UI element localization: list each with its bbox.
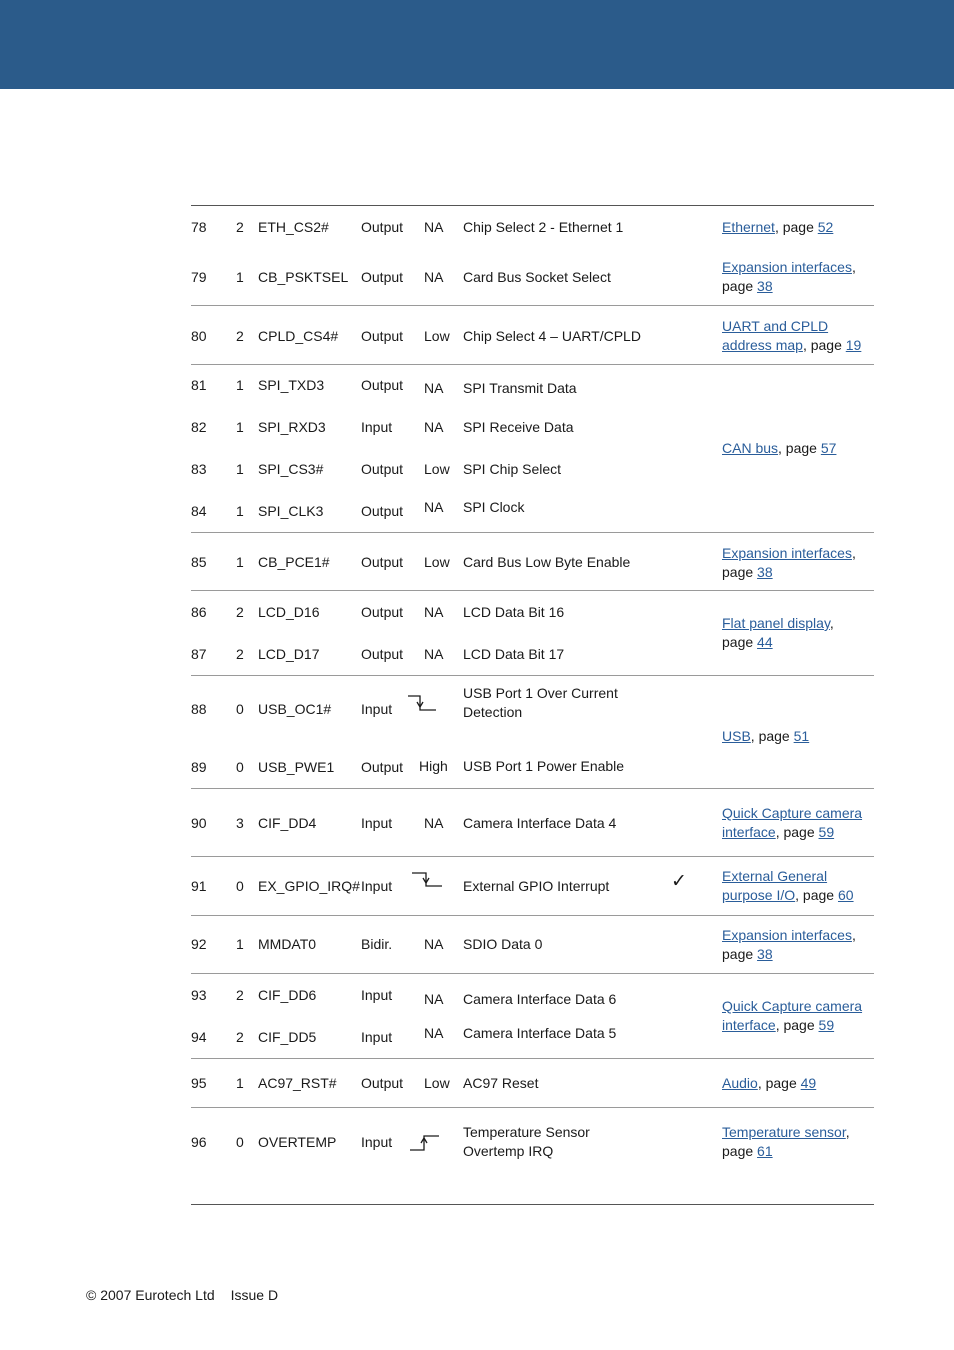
reference-link[interactable]: Audio [722, 1075, 758, 1091]
signal-description: SPI Clock [463, 499, 525, 515]
active-level: NA [424, 936, 444, 952]
signal-direction: Output [361, 461, 404, 477]
reference-link[interactable]: CAN bus [722, 440, 779, 456]
pin-number: 84 [191, 503, 207, 519]
page-link[interactable]: 59 [818, 824, 835, 840]
pin-group: 1 [236, 419, 244, 435]
pin-group: 1 [236, 1075, 244, 1091]
reference-link[interactable]: Expansion interfaces [722, 927, 852, 943]
page-link[interactable]: 19 [845, 337, 862, 353]
signal-name: CIF_DD5 [258, 1029, 317, 1045]
page-link[interactable]: 60 [837, 887, 854, 903]
page-link[interactable]: 59 [818, 1017, 835, 1033]
pin-group: 2 [236, 1029, 244, 1045]
signal-name: SPI_RXD3 [258, 419, 326, 435]
pin-number: 85 [191, 554, 207, 570]
signal-name: AC97_RST# [258, 1075, 337, 1091]
pin-group: 1 [236, 269, 244, 285]
signal-name: USB_PWE1 [258, 759, 335, 775]
pin-group: 0 [236, 759, 244, 775]
signal-direction: Output [361, 219, 404, 235]
table-group [191, 916, 874, 974]
signal-description: Temperature Sensor Overtemp IRQ [463, 1124, 590, 1159]
signal-description: LCD Data Bit 16 [463, 604, 565, 620]
signal-direction: Output [361, 1075, 404, 1091]
signal-description: USB Port 1 Over Current Detection [463, 685, 618, 720]
falling-edge-icon [407, 692, 439, 714]
signal-name: USB_OC1# [258, 701, 332, 717]
pin-number: 82 [191, 419, 207, 435]
signal-name: CPLD_CS4# [258, 328, 339, 344]
pin-group: 1 [236, 554, 244, 570]
signal-description: SPI Transmit Data [463, 380, 577, 396]
reference: Expansion interfaces, page 38 [722, 927, 856, 962]
signal-direction: Bidir. [361, 936, 393, 952]
reference: Expansion interfaces, page 38 [722, 545, 856, 580]
signal-direction: Input [361, 701, 393, 717]
page-link[interactable]: 49 [800, 1075, 817, 1091]
signal-direction: Output [361, 646, 404, 662]
signal-description: SPI Chip Select [463, 461, 562, 477]
signal-description: Card Bus Low Byte Enable [463, 554, 631, 570]
signal-direction: Input [361, 987, 393, 1003]
reference: Quick Capture camera interface, page 59 [722, 805, 863, 840]
signal-name: SPI_CLK3 [258, 503, 324, 519]
signal-description: Chip Select 4 – UART/CPLD [463, 328, 641, 344]
table-group [191, 306, 874, 365]
signal-description: USB Port 1 Power Enable [463, 758, 625, 774]
signal-description: Camera Interface Data 6 [463, 991, 617, 1007]
reference-link[interactable]: Quick Capture camera [722, 805, 863, 821]
pin-number: 90 [191, 815, 207, 831]
reference: External General purpose I/O, page 60 [722, 868, 854, 903]
pin-number: 79 [191, 269, 207, 285]
pin-number: 78 [191, 219, 207, 235]
pin-group: 0 [236, 878, 244, 894]
pin-number: 86 [191, 604, 207, 620]
reference: Temperature sensor, page 61 [722, 1124, 850, 1159]
reference: UART and CPLD address map, page 19 [722, 318, 862, 353]
page-link[interactable]: 52 [817, 219, 834, 235]
signal-description: SDIO Data 0 [463, 936, 543, 952]
active-level: Low [424, 461, 450, 477]
pin-number: 95 [191, 1075, 207, 1091]
active-level: NA [424, 269, 444, 285]
signal-direction: Input [361, 1134, 393, 1150]
reference-link[interactable]: Ethernet [722, 219, 775, 235]
signal-name: ETH_CS2# [258, 219, 329, 235]
header-band [0, 0, 954, 89]
active-level: NA [424, 499, 444, 515]
pin-number: 91 [191, 878, 207, 894]
signal-description: Card Bus Socket Select [463, 269, 611, 285]
page-link[interactable]: 38 [757, 278, 773, 294]
table-group [191, 255, 874, 306]
signal-direction: Input [361, 878, 393, 894]
signal-name: EX_GPIO_IRQ# [258, 878, 360, 894]
falling-edge-icon [411, 869, 443, 891]
pin-group: 1 [236, 936, 244, 952]
reference-link[interactable]: Flat panel display [722, 615, 830, 631]
signal-direction: Output [361, 328, 404, 344]
signal-direction: Output [361, 554, 404, 570]
signal-description: Camera Interface Data 5 [463, 1025, 617, 1041]
reference-link[interactable]: Expansion interfaces [722, 259, 852, 275]
signal-name: CIF_DD4 [258, 815, 317, 831]
signal-name: LCD_D17 [258, 646, 320, 662]
signal-description: Chip Select 2 - Ethernet 1 [463, 219, 624, 235]
pin-group: 0 [236, 701, 244, 717]
reference-link[interactable]: Temperature sensor [722, 1124, 846, 1140]
pin-group: 2 [236, 328, 244, 344]
signal-name: MMDAT0 [258, 936, 317, 952]
signal-description: Camera Interface Data 4 [463, 815, 617, 831]
rising-edge-icon [409, 1131, 441, 1153]
signal-name: SPI_CS3# [258, 461, 324, 477]
pin-group: 1 [236, 503, 244, 519]
signal-direction: Input [361, 1029, 393, 1045]
table-group [191, 974, 874, 1059]
active-level: NA [424, 1025, 444, 1041]
active-level: High [419, 758, 448, 774]
page-footer [86, 1286, 294, 1305]
page-link[interactable]: 44 [757, 634, 773, 650]
reference-link[interactable]: address map [722, 337, 803, 353]
active-level: NA [424, 604, 444, 620]
active-level: Low [424, 328, 450, 344]
signal-name: CIF_DD6 [258, 987, 317, 1003]
active-level: NA [424, 815, 444, 831]
table-group [191, 533, 874, 591]
table-group [191, 591, 874, 676]
table-group [191, 676, 874, 789]
pin-group: 1 [236, 461, 244, 477]
pin-number: 83 [191, 461, 207, 477]
pin-group: 2 [236, 646, 244, 662]
active-level: NA [424, 219, 444, 235]
pin-number: 87 [191, 646, 207, 662]
table-group [191, 1108, 874, 1204]
active-level: NA [424, 419, 444, 435]
reference: CAN bus, page 57 [722, 440, 837, 456]
pin-group: 1 [236, 377, 244, 393]
signal-name: OVERTEMP [258, 1134, 337, 1150]
pin-group: 2 [236, 987, 244, 1003]
pin-group: 2 [236, 219, 244, 235]
reference-link[interactable]: External General [722, 868, 828, 884]
signal-direction: Output [361, 377, 404, 393]
signal-name: SPI_TXD3 [258, 377, 325, 393]
reference-link[interactable]: Expansion interfaces [722, 545, 852, 561]
signal-description: SPI Receive Data [463, 419, 574, 435]
signal-direction: Output [361, 604, 404, 620]
pin-number: 96 [191, 1134, 207, 1150]
table-group [191, 1059, 874, 1108]
copyright-text: © 2007 Eurotech Ltd [86, 1287, 215, 1303]
signal-description: External GPIO Interrupt [463, 878, 610, 894]
reference: Expansion interfaces, page 38 [722, 259, 856, 294]
page-link[interactable]: 61 [757, 1143, 773, 1159]
active-level: Low [424, 554, 450, 570]
signal-direction: Output [361, 759, 404, 775]
active-level: NA [424, 991, 444, 1007]
page-link[interactable]: 51 [793, 728, 810, 744]
issue-text: Issue D [230, 1287, 279, 1303]
table-group [191, 205, 874, 255]
signal-direction: Output [361, 269, 404, 285]
pin-number: 94 [191, 1029, 207, 1045]
table-group [191, 789, 874, 857]
table-bottom-rule [191, 1204, 874, 1205]
signal-name: CB_PCE1# [258, 554, 330, 570]
signal-direction: Input [361, 815, 393, 831]
pin-number: 81 [191, 377, 207, 393]
reference: USB, page 51 [722, 728, 810, 744]
signal-direction: Input [361, 419, 393, 435]
reference: Quick Capture camera interface, page 59 [722, 998, 863, 1033]
page-link[interactable]: 38 [757, 946, 773, 962]
active-level: NA [424, 380, 444, 396]
reference-link[interactable]: purpose I/O [722, 887, 796, 903]
active-level: NA [424, 646, 444, 662]
pin-number: 88 [191, 701, 207, 717]
table-group [191, 857, 874, 916]
signal-direction: Output [361, 503, 404, 519]
checkmark-icon: ✓ [671, 871, 687, 892]
table-group [191, 365, 874, 533]
signal-description: AC97 Reset [463, 1075, 539, 1091]
pin-number: 93 [191, 987, 207, 1003]
reference-link[interactable]: Quick Capture camera [722, 998, 863, 1014]
reference: Flat panel display, page 44 [722, 615, 834, 650]
reference-link[interactable]: UART and CPLD [722, 318, 829, 334]
page-link[interactable]: 38 [757, 564, 773, 580]
reference-link[interactable]: interface [722, 1017, 776, 1033]
signal-name: LCD_D16 [258, 604, 320, 620]
pin-group: 3 [236, 815, 244, 831]
signal-name: CB_PSKTSEL [258, 269, 349, 285]
pin-number: 80 [191, 328, 207, 344]
active-level: Low [424, 1075, 450, 1091]
page-link[interactable]: 57 [820, 440, 837, 456]
signal-description: LCD Data Bit 17 [463, 646, 565, 662]
pin-group: 0 [236, 1134, 244, 1150]
reference: Audio, page 49 [722, 1075, 817, 1091]
pin-number: 89 [191, 759, 207, 775]
reference-link[interactable]: interface [722, 824, 776, 840]
reference-link[interactable]: USB [722, 728, 751, 744]
pin-group: 2 [236, 604, 244, 620]
pin-number: 92 [191, 936, 207, 952]
reference: Ethernet, page 52 [722, 219, 834, 235]
